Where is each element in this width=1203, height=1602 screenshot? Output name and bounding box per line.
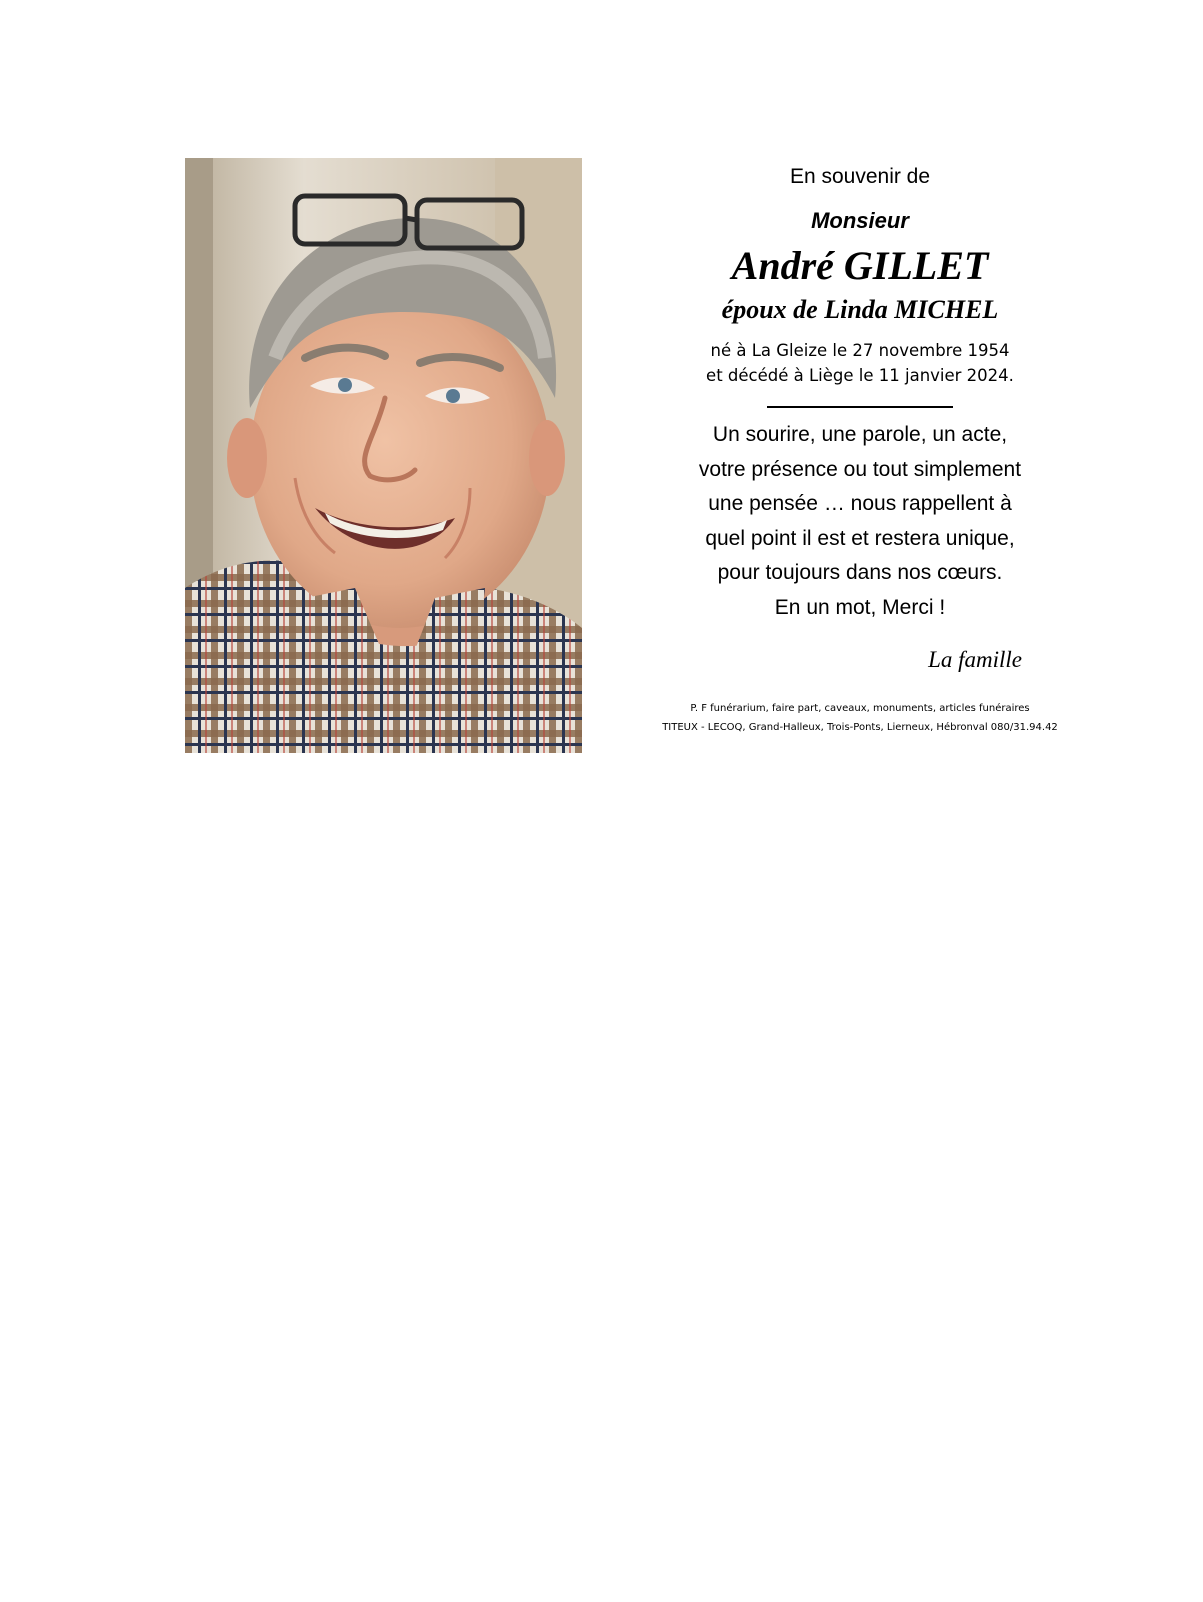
poem xyxy=(640,418,1080,625)
footer-line: P. F funérarium, faire part, caveaux, monuments, articles funéraires xyxy=(690,703,1030,714)
portrait-illustration xyxy=(185,158,582,753)
poem-line: En un mot, Merci ! xyxy=(774,595,946,619)
deceased-name: André GILLET xyxy=(731,243,989,288)
poem-line: pour toujours dans nos cœurs. xyxy=(717,561,1003,584)
civilite: Monsieur xyxy=(811,208,909,233)
poem-line: une pensée … nous rappellent à xyxy=(708,492,1012,515)
memorial-text xyxy=(640,160,1080,737)
birth-line: né à La Gleize le 27 novembre 1954 xyxy=(710,341,1010,360)
portrait-photo xyxy=(185,158,582,753)
signature: La famille xyxy=(928,647,1022,672)
separator-rule xyxy=(767,406,953,408)
spouse-line: époux de Linda MICHEL xyxy=(721,295,999,324)
death-line: et décédé à Liège le 11 janvier 2024. xyxy=(706,366,1014,385)
poem-line: Un sourire, une parole, un acte, xyxy=(712,423,1008,446)
intro-text: En souvenir de xyxy=(789,165,931,188)
poem-line: quel point il est et restera unique, xyxy=(705,526,1015,550)
funeral-home-footer xyxy=(640,699,1080,737)
poem-line: votre présence ou tout simplement xyxy=(698,457,1022,481)
footer-line: TITEUX - LECOQ, Grand-Halleux, Trois-Ponts, Lierneux, Hébronval 080/31.94.42 xyxy=(662,722,1058,733)
dates-block xyxy=(640,338,1080,388)
